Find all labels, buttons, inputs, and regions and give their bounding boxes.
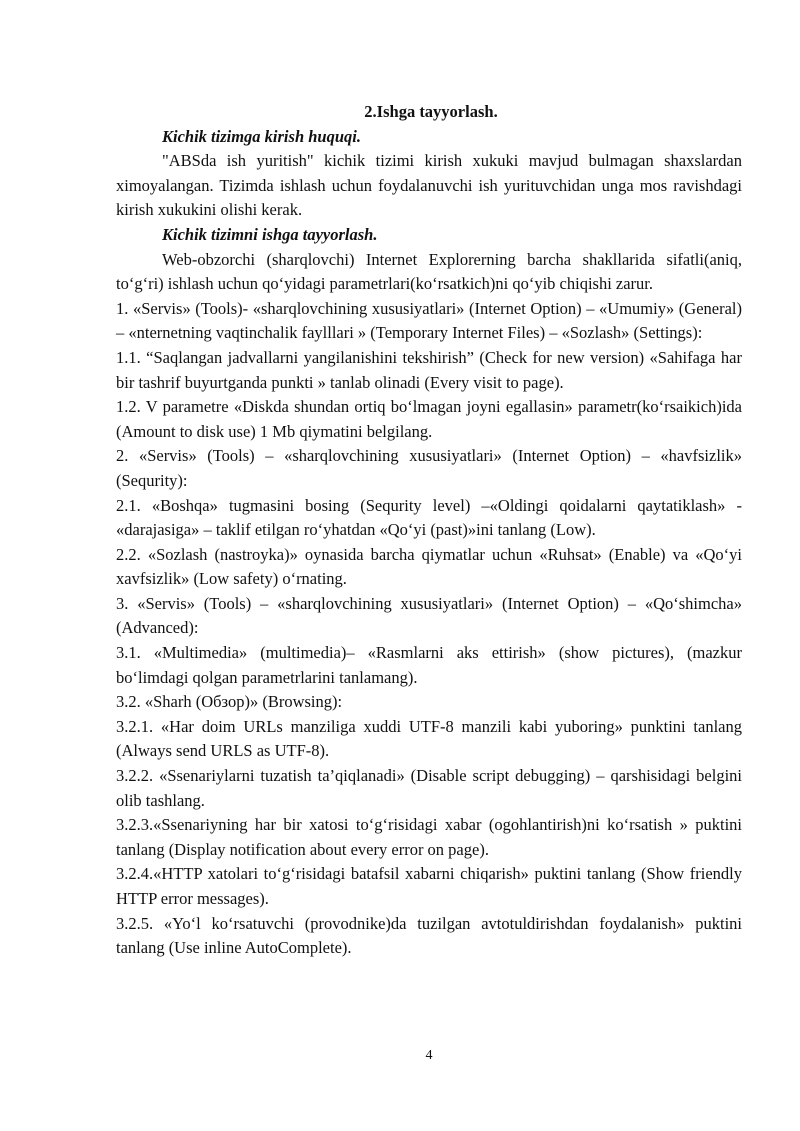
section-heading: 2.Ishga tayyorlash. (364, 102, 498, 121)
list-item: 3.2.1. «Har doim URLs manziliga xuddi UTF-8 manzili kabi yuboring» punktini tanlang (Always send URLS as UTF-8). (116, 716, 742, 761)
page-content (116, 100, 742, 961)
list-item: 3.2.2. «Ssenariylarni tuzatish ta’qiqlanadi» (Disable script debugging) – qarshisidagi belgini olib tashlang. (116, 766, 742, 810)
paragraph-preparation: Web-obzorchi (sharqlovchi) Internet Explorerning barcha shakllarida sifatli(aniq, to‘g‘ri) ishlash uchun qo‘yidagi parametrlari(ko‘rsatkich)ni qo‘yib chiqishi zarur. (116, 249, 742, 294)
list-item: 3.2.4.«HTTP xatolari to‘g‘risidagi batafsil xabarni chiqarish» puktini tanlang (Show friendly HTTP error messages). (116, 864, 742, 908)
subheading-access-rights: Kichik tizimga kirish huquqi. (162, 126, 361, 146)
list-item: 1. «Servis» (Tools)- «sharqlovchining xususiyatlari» (Internet Option) – «Umumiy» (General) – «nternetning vaqtinchalik faylllari » (Temporary Internet Files) – «Sozlash» (Settings): (116, 298, 742, 343)
list-item: 3.2. «Sharh (Обзор)» (Browsing): (116, 692, 343, 712)
page-number: 4 (425, 1048, 433, 1063)
list-item: 3.2.3.«Ssenariyning har bir xatosi to‘g‘risidagi xabar (ogohlantirish)ni ko‘rsatish » puktini tanlang (Display notification about every error on page). (116, 815, 742, 859)
paragraph-access-rights: "ABSda ish yuritish" kichik tizimi kirish xukuki mavjud bulmagan shaxslardan ximoyalangan. Tizimda ishlash uchun foydalanuvchi ish yurituvchidan unga mos ravishdagi kirish xukukini olishi kerak. (116, 151, 742, 220)
list-item: 3.1. «Multimedia» (multimedia)– «Rasmlarni aks ettirish» (show pictures), (mazkur bo‘limdagi qolgan parametrlarini tanlamang). (116, 643, 742, 687)
list-item: 2.2. «Sozlash (nastroyka)» oynasida barcha qiymatlar uchun «Ruhsat» (Enable) va «Qo‘yi xavfsizlik» (Low safety) o‘rnating. (116, 544, 742, 589)
list-item: 3.2.5. «Yo‘l ko‘rsatuvchi (provodnike)da tuzilgan avtotuldirishdan foydalanish» puktini tanlang (Use inline AutoComplete). (116, 913, 742, 958)
list-item: 1.1. “Saqlangan jadvallarni yangilanishini tekshirish” (Check for new version) «Sahifaga har bir tashrif buyurtganda punkti » tanlab olinadi (Every visit to page). (116, 347, 742, 392)
subheading-preparation: Kichik tizimni ishga tayyorlash. (162, 224, 378, 244)
list-item: 2. «Servis» (Tools) – «sharqlovchining xususiyatlari» (Internet Option) – «havfsizlik» (Sequrity): (116, 446, 742, 490)
list-item: 3. «Servis» (Tools) – «sharqlovchining xususiyatlari» (Internet Option) – «Qo‘shimcha» (Advanced): (116, 593, 742, 638)
list-item: 1.2. V parametre «Diskda shundan ortiq bo‘lmagan joyni egallasin» parametr(ko‘rsaikich)ida (Amount to disk use) 1 Mb qiymatini belgilang. (116, 397, 742, 441)
list-item: 2.1. «Boshqa» tugmasini bosing (Sequrity level) –«Oldingi qoidalarni qaytatiklash» - «darajasiga» – taklif etilgan ro‘yhatdan «Qo‘yi (past)»ini tanlang (Low). (116, 495, 742, 540)
